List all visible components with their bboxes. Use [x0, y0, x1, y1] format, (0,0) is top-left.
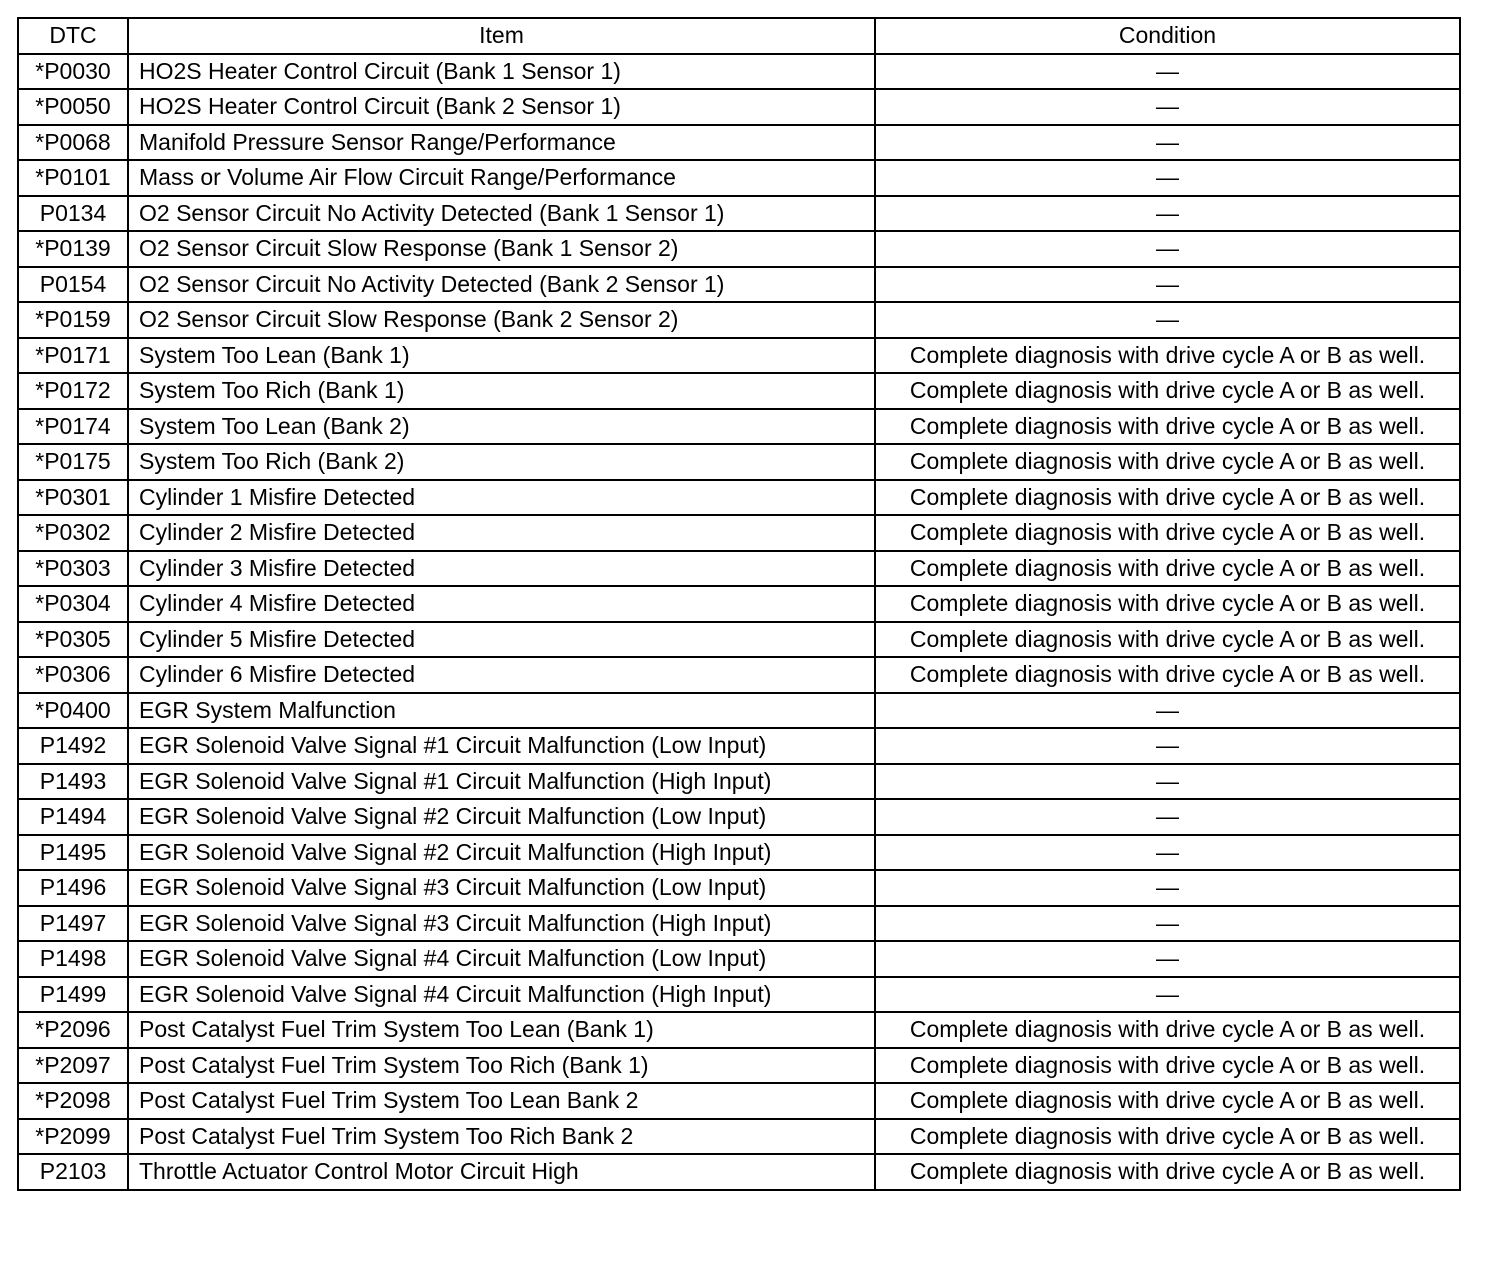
item-description-cell: EGR Solenoid Valve Signal #3 Circuit Malfunction (Low Input) — [128, 870, 875, 906]
dtc-code-cell: *P0400 — [18, 693, 128, 729]
dtc-code-cell: *P2098 — [18, 1083, 128, 1119]
dtc-code-cell: *P0050 — [18, 89, 128, 125]
table-row — [18, 977, 1460, 1013]
item-description-cell: Cylinder 3 Misfire Detected — [128, 551, 875, 587]
table-row — [18, 515, 1460, 551]
condition-cell: Complete diagnosis with drive cycle A or B as well. — [875, 586, 1460, 622]
condition-cell: — — [875, 89, 1460, 125]
dtc-code-cell: *P0171 — [18, 338, 128, 374]
condition-cell: Complete diagnosis with drive cycle A or B as well. — [875, 1119, 1460, 1155]
item-description-cell: O2 Sensor Circuit No Activity Detected (Bank 1 Sensor 1) — [128, 196, 875, 232]
item-description-cell: EGR Solenoid Valve Signal #1 Circuit Malfunction (High Input) — [128, 764, 875, 800]
item-description-cell: System Too Lean (Bank 2) — [128, 409, 875, 445]
table-row — [18, 267, 1460, 303]
condition-cell: Complete diagnosis with drive cycle A or B as well. — [875, 409, 1460, 445]
table-row — [18, 1154, 1460, 1190]
condition-cell: Complete diagnosis with drive cycle A or B as well. — [875, 373, 1460, 409]
table-row — [18, 231, 1460, 267]
dtc-code-cell: P1496 — [18, 870, 128, 906]
dtc-code-cell: *P0302 — [18, 515, 128, 551]
table-row — [18, 1119, 1460, 1155]
table-row — [18, 657, 1460, 693]
condition-cell: Complete diagnosis with drive cycle A or B as well. — [875, 551, 1460, 587]
item-description-cell: System Too Lean (Bank 1) — [128, 338, 875, 374]
condition-cell: Complete diagnosis with drive cycle A or B as well. — [875, 1048, 1460, 1084]
dtc-code-cell: P1492 — [18, 728, 128, 764]
table-row — [18, 1012, 1460, 1048]
dtc-code-cell: *P2096 — [18, 1012, 128, 1048]
item-description-cell: EGR Solenoid Valve Signal #1 Circuit Malfunction (Low Input) — [128, 728, 875, 764]
table-row — [18, 373, 1460, 409]
dtc-code-cell: *P0174 — [18, 409, 128, 445]
item-description-cell: Post Catalyst Fuel Trim System Too Lean (Bank 1) — [128, 1012, 875, 1048]
dtc-code-cell: *P0068 — [18, 125, 128, 161]
dtc-code-cell: P1495 — [18, 835, 128, 871]
condition-cell: — — [875, 302, 1460, 338]
item-description-cell: Cylinder 6 Misfire Detected — [128, 657, 875, 693]
table-row — [18, 870, 1460, 906]
item-description-cell: O2 Sensor Circuit Slow Response (Bank 1 Sensor 2) — [128, 231, 875, 267]
dtc-code-cell: *P0172 — [18, 373, 128, 409]
condition-cell: — — [875, 835, 1460, 871]
item-description-cell: Throttle Actuator Control Motor Circuit High — [128, 1154, 875, 1190]
table-row — [18, 693, 1460, 729]
dtc-code-cell: *P0101 — [18, 160, 128, 196]
item-description-cell: Cylinder 4 Misfire Detected — [128, 586, 875, 622]
item-description-cell: O2 Sensor Circuit Slow Response (Bank 2 Sensor 2) — [128, 302, 875, 338]
condition-cell: — — [875, 799, 1460, 835]
dtc-code-cell: P0134 — [18, 196, 128, 232]
item-description-cell: Post Catalyst Fuel Trim System Too Lean Bank 2 — [128, 1083, 875, 1119]
table-row — [18, 480, 1460, 516]
header-dtc: DTC — [18, 18, 128, 54]
table-row — [18, 125, 1460, 161]
item-description-cell: Post Catalyst Fuel Trim System Too Rich Bank 2 — [128, 1119, 875, 1155]
item-description-cell: EGR Solenoid Valve Signal #2 Circuit Malfunction (Low Input) — [128, 799, 875, 835]
condition-cell: Complete diagnosis with drive cycle A or B as well. — [875, 444, 1460, 480]
condition-cell: — — [875, 906, 1460, 942]
table-row — [18, 586, 1460, 622]
dtc-code-cell: *P2097 — [18, 1048, 128, 1084]
table-header — [18, 18, 1460, 54]
item-description-cell: Manifold Pressure Sensor Range/Performance — [128, 125, 875, 161]
dtc-code-cell: *P0159 — [18, 302, 128, 338]
dtc-code-cell: P1497 — [18, 906, 128, 942]
table-row — [18, 764, 1460, 800]
dtc-table — [17, 17, 1461, 1191]
dtc-code-cell: *P0304 — [18, 586, 128, 622]
item-description-cell: System Too Rich (Bank 1) — [128, 373, 875, 409]
item-description-cell: Cylinder 5 Misfire Detected — [128, 622, 875, 658]
item-description-cell: System Too Rich (Bank 2) — [128, 444, 875, 480]
table-row — [18, 1048, 1460, 1084]
condition-cell: Complete diagnosis with drive cycle A or B as well. — [875, 1012, 1460, 1048]
item-description-cell: Post Catalyst Fuel Trim System Too Rich (Bank 1) — [128, 1048, 875, 1084]
condition-cell: Complete diagnosis with drive cycle A or B as well. — [875, 657, 1460, 693]
condition-cell: — — [875, 941, 1460, 977]
item-description-cell: EGR Solenoid Valve Signal #3 Circuit Malfunction (High Input) — [128, 906, 875, 942]
condition-cell: — — [875, 870, 1460, 906]
condition-cell: Complete diagnosis with drive cycle A or B as well. — [875, 1083, 1460, 1119]
dtc-code-cell: *P0175 — [18, 444, 128, 480]
dtc-code-cell: *P0306 — [18, 657, 128, 693]
dtc-code-cell: P1498 — [18, 941, 128, 977]
table-row — [18, 160, 1460, 196]
dtc-code-cell: P1493 — [18, 764, 128, 800]
dtc-code-cell: *P0139 — [18, 231, 128, 267]
condition-cell: Complete diagnosis with drive cycle A or B as well. — [875, 515, 1460, 551]
item-description-cell: EGR Solenoid Valve Signal #4 Circuit Malfunction (High Input) — [128, 977, 875, 1013]
table-row — [18, 622, 1460, 658]
dtc-code-cell: *P2099 — [18, 1119, 128, 1155]
table-row — [18, 89, 1460, 125]
condition-cell: Complete diagnosis with drive cycle A or B as well. — [875, 1154, 1460, 1190]
dtc-code-cell: P2103 — [18, 1154, 128, 1190]
condition-cell: Complete diagnosis with drive cycle A or B as well. — [875, 338, 1460, 374]
condition-cell: — — [875, 693, 1460, 729]
item-description-cell: EGR System Malfunction — [128, 693, 875, 729]
item-description-cell: Cylinder 1 Misfire Detected — [128, 480, 875, 516]
item-description-cell: EGR Solenoid Valve Signal #4 Circuit Malfunction (Low Input) — [128, 941, 875, 977]
table-row — [18, 551, 1460, 587]
table-row — [18, 338, 1460, 374]
item-description-cell: HO2S Heater Control Circuit (Bank 1 Sensor 1) — [128, 54, 875, 90]
condition-cell: — — [875, 160, 1460, 196]
condition-cell: — — [875, 267, 1460, 303]
table-row — [18, 196, 1460, 232]
dtc-code-cell: *P0030 — [18, 54, 128, 90]
dtc-code-cell: *P0305 — [18, 622, 128, 658]
table-row — [18, 906, 1460, 942]
header-condition: Condition — [875, 18, 1460, 54]
item-description-cell: HO2S Heater Control Circuit (Bank 2 Sensor 1) — [128, 89, 875, 125]
table-row — [18, 54, 1460, 90]
condition-cell: — — [875, 196, 1460, 232]
dtc-code-cell: *P0301 — [18, 480, 128, 516]
table-row — [18, 409, 1460, 445]
table-row — [18, 941, 1460, 977]
condition-cell: — — [875, 54, 1460, 90]
dtc-code-cell: *P0303 — [18, 551, 128, 587]
condition-cell: Complete diagnosis with drive cycle A or B as well. — [875, 622, 1460, 658]
condition-cell: — — [875, 977, 1460, 1013]
dtc-code-cell: P1499 — [18, 977, 128, 1013]
condition-cell: — — [875, 728, 1460, 764]
table-body — [18, 54, 1460, 1190]
item-description-cell: EGR Solenoid Valve Signal #2 Circuit Malfunction (High Input) — [128, 835, 875, 871]
condition-cell: — — [875, 125, 1460, 161]
header-row — [18, 18, 1460, 54]
condition-cell: Complete diagnosis with drive cycle A or B as well. — [875, 480, 1460, 516]
item-description-cell: Mass or Volume Air Flow Circuit Range/Performance — [128, 160, 875, 196]
table-row — [18, 1083, 1460, 1119]
dtc-code-cell: P0154 — [18, 267, 128, 303]
table-row — [18, 444, 1460, 480]
header-item: Item — [128, 18, 875, 54]
condition-cell: — — [875, 231, 1460, 267]
table-row — [18, 302, 1460, 338]
table-row — [18, 728, 1460, 764]
dtc-code-cell: P1494 — [18, 799, 128, 835]
item-description-cell: Cylinder 2 Misfire Detected — [128, 515, 875, 551]
condition-cell: — — [875, 764, 1460, 800]
table-row — [18, 799, 1460, 835]
table-row — [18, 835, 1460, 871]
item-description-cell: O2 Sensor Circuit No Activity Detected (Bank 2 Sensor 1) — [128, 267, 875, 303]
